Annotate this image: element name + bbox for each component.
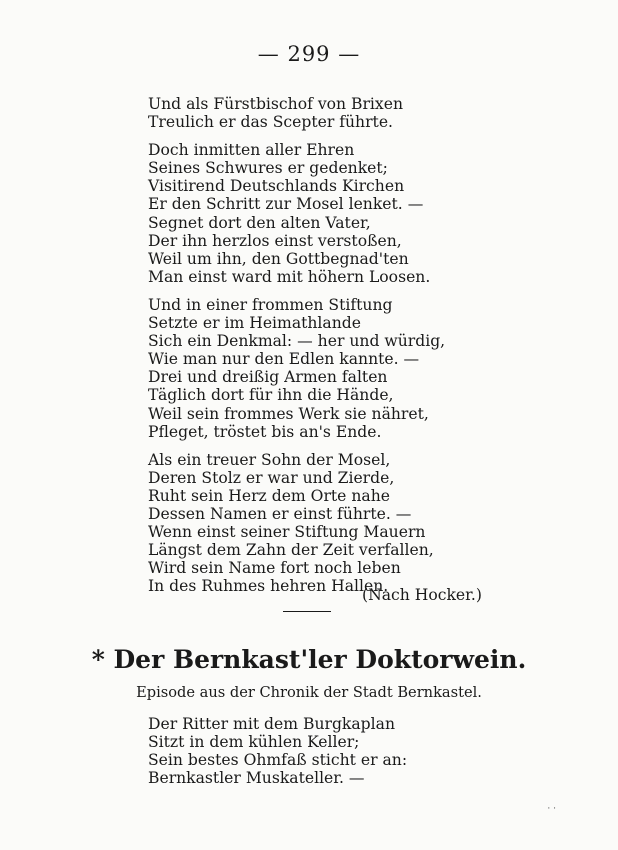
poem-line: Der ihn herzlos einst verstoßen, — [148, 231, 402, 250]
poem-line: Man einst ward mit höhern Loosen. — [148, 267, 431, 286]
poem-line: Seines Schwures er gedenket; — [148, 159, 388, 178]
poem-line: Ruht sein Herz dem Orte nahe — [148, 486, 390, 505]
poem-line: Deren Stolz er war und Zierde, — [148, 468, 395, 487]
poem-line: Täglich dort für ihn die Hände, — [148, 386, 394, 405]
stanza — [148, 141, 448, 286]
poem-line: Wenn einst seiner Stiftung Mauern — [148, 523, 426, 542]
page-number: — 299 — — [257, 42, 361, 66]
print-speck: · · — [547, 804, 556, 814]
section-title: * Der Bernkast'ler Doktorwein. — [91, 645, 527, 674]
poem-line: Pfleget, tröstet bis an's Ende. — [148, 422, 382, 441]
stanza — [148, 95, 448, 131]
poem-line: Er den Schritt zur Mosel lenket. — — [148, 195, 424, 214]
poem-line: Doch inmitten aller Ehren — [148, 141, 355, 160]
poem-line: Als ein treuer Sohn der Mosel, — [148, 450, 391, 469]
poem-line: Weil sein frommes Werk sie nähret, — [148, 404, 429, 423]
poem-line: Der Ritter mit dem Burgkaplan — [148, 715, 395, 733]
poem-line: Dessen Namen er einst führte. — — [148, 504, 412, 523]
poem-line: Setzte er im Heimathlande — [148, 314, 361, 333]
poem-line: Segnet dort den alten Vater, — [148, 213, 371, 232]
section-divider — [283, 611, 331, 612]
poem-line: Wird sein Name fort noch leben — [148, 559, 401, 578]
poem-line: Längst dem Zahn der Zeit verfallen, — [148, 541, 434, 560]
section-subtitle: Episode aus der Chronik der Stadt Bernkastel. — [136, 684, 482, 701]
poem-line: Drei und dreißig Armen falten — [148, 368, 388, 387]
poem-line: Wie man nur den Edlen kannte. — — [148, 350, 420, 369]
poem-line: In des Ruhmes hehren Hallen. — [148, 577, 389, 596]
poem-line: Visitirend Deutschlands Kirchen — [148, 177, 405, 196]
stanza — [148, 715, 448, 787]
poem-second — [148, 715, 448, 787]
poem-line: Sitzt in dem kühlen Keller; — [148, 733, 360, 752]
stanza — [148, 451, 448, 596]
poem-line: Und in einer frommen Stiftung — [148, 295, 393, 314]
poem-line: Und als Fürstbischof von Brixen — [148, 95, 403, 113]
poem-line: Weil um ihn, den Gottbegnad'ten — [148, 249, 409, 268]
stanza — [148, 296, 448, 441]
poem-line: Bernkastler Muskateller. — — [148, 769, 365, 788]
poem-line: Sein bestes Ohmfaß sticht er an: — [148, 751, 408, 770]
poem-main — [148, 95, 448, 595]
poem-line: Sich ein Denkmal: — her und würdig, — [148, 332, 446, 351]
poem-line: Treulich er das Scepter führte. — [148, 113, 394, 132]
source-credit: (Nach Hocker.) — [362, 586, 482, 604]
